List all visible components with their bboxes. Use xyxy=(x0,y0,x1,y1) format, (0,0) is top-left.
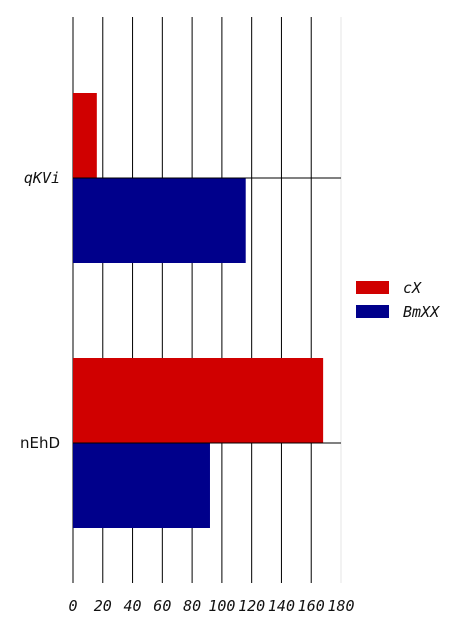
y-category-label-nEhD: nEhD xyxy=(19,434,60,452)
x-tick-label-40: 40 xyxy=(123,597,142,615)
legend-swatch-BmXX xyxy=(356,305,389,318)
x-tick-label-60: 60 xyxy=(153,597,172,615)
legend-swatch-cX xyxy=(356,281,389,294)
x-tick-label-0: 0 xyxy=(68,597,78,615)
x-tick-label-20: 20 xyxy=(93,597,112,615)
bar-qKVi-cX xyxy=(73,93,97,178)
x-tick-label-100: 100 xyxy=(208,597,236,615)
bar-nEhD-cX xyxy=(73,358,323,443)
y-category-labels xyxy=(20,169,60,452)
y-category-label-qKVi: qKVi xyxy=(23,169,60,187)
x-tick-label-140: 140 xyxy=(267,597,295,615)
x-tick-labels xyxy=(68,597,354,615)
x-tick-label-120: 120 xyxy=(238,597,266,615)
legend-label-cX: cX xyxy=(403,279,422,297)
bar-nEhD-BmXX xyxy=(73,443,210,528)
x-tick-label-180: 180 xyxy=(327,597,355,615)
bars xyxy=(73,93,323,528)
bar-qKVi-BmXX xyxy=(73,178,246,263)
x-tick-label-160: 160 xyxy=(297,597,325,615)
x-tick-label-80: 80 xyxy=(183,597,202,615)
legend-label-BmXX: BmXX xyxy=(403,303,440,321)
legend xyxy=(356,279,440,321)
